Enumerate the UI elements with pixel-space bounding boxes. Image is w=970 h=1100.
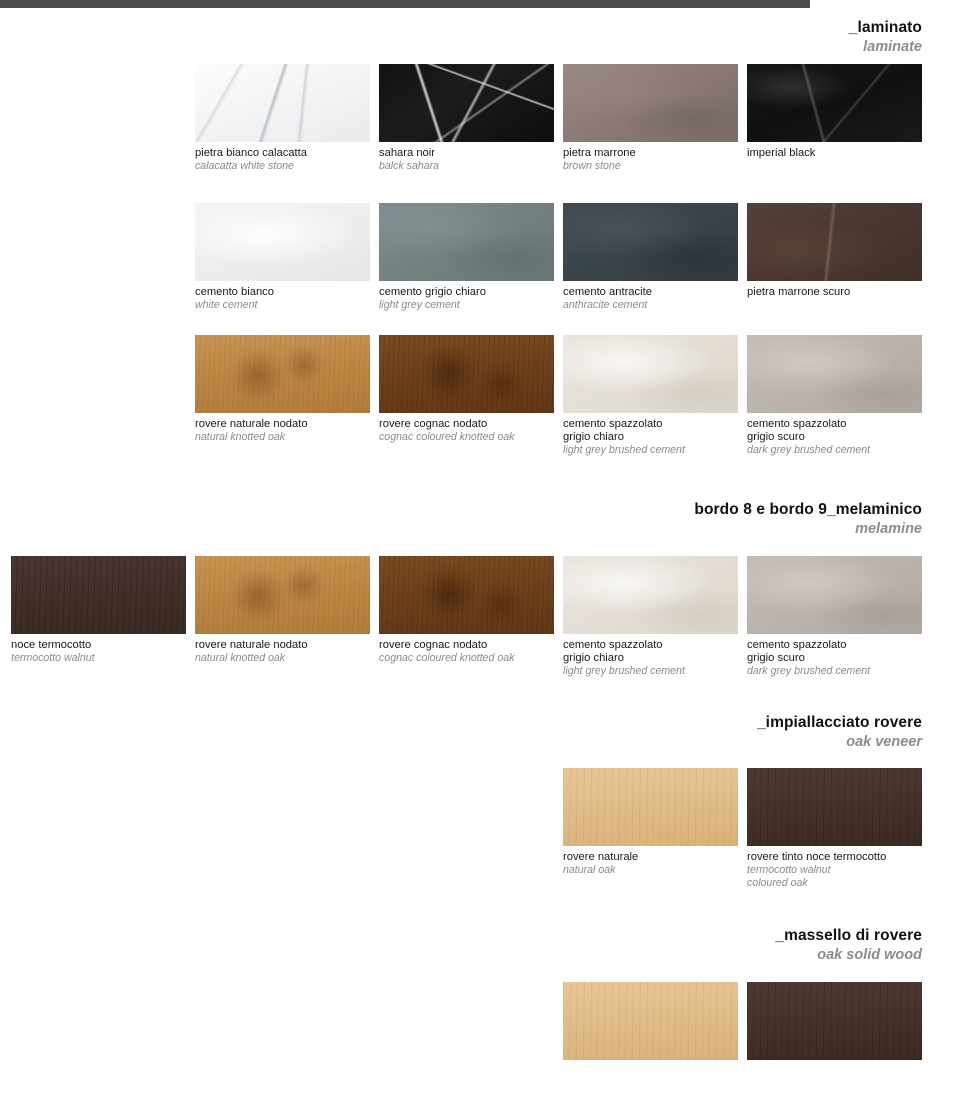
swatch-texture[interactable] [379, 203, 554, 281]
swatch-name-en: cognac coloured knotted oak [379, 431, 515, 444]
material-swatch[interactable] [747, 335, 922, 457]
material-swatch[interactable] [563, 64, 738, 173]
material-swatch[interactable] [563, 982, 738, 1065]
swatch-labels [563, 281, 738, 312]
swatch-name-en: dark grey brushed cement [747, 665, 871, 678]
section-heading [0, 926, 970, 965]
swatch-name-it: cemento spazzolato [563, 418, 663, 430]
swatch-labels [747, 413, 922, 457]
swatch-labels [747, 281, 922, 299]
swatch-row [0, 982, 970, 1100]
material-swatch[interactable] [563, 335, 738, 457]
swatch-name-en: brown stone [563, 160, 621, 173]
swatch-name-en: light grey brushed cement [563, 665, 685, 678]
swatch-name-en: light grey cement [379, 299, 460, 312]
section-heading [0, 713, 970, 752]
section-title: bordo 8 e bordo 9_melaminico [694, 501, 922, 518]
swatch-texture[interactable] [563, 64, 738, 142]
swatch-labels [563, 634, 738, 678]
swatch-labels [379, 413, 554, 444]
swatch-name-en: natural knotted oak [195, 652, 286, 665]
swatch-labels [195, 142, 370, 173]
swatch-labels [195, 413, 370, 444]
material-swatch[interactable] [747, 768, 922, 889]
swatch-row [0, 64, 970, 182]
swatch-name-it-line2: grigio scuro [747, 431, 805, 444]
swatch-labels [747, 846, 922, 889]
swatch-texture[interactable] [195, 203, 370, 281]
swatch-name-it: noce termocotto [11, 639, 92, 651]
swatch-texture[interactable] [563, 335, 738, 413]
swatch-name-it: cemento spazzolato [563, 639, 663, 651]
swatch-labels [563, 1060, 738, 1065]
swatch-name-it: cemento spazzolato [747, 639, 847, 651]
swatch-texture[interactable] [11, 556, 186, 634]
material-swatch[interactable] [563, 203, 738, 312]
swatch-texture[interactable] [195, 556, 370, 634]
swatch-name-it: cemento grigio chiaro [379, 286, 486, 298]
swatch-name-en: dark grey brushed cement [747, 444, 871, 457]
swatch-name-it: pietra marrone scuro [747, 286, 851, 298]
section-subtitle: laminate [863, 39, 922, 56]
swatch-name-en: calacatta white stone [195, 160, 294, 173]
swatch-texture[interactable] [195, 64, 370, 142]
swatch-labels [379, 142, 554, 173]
swatch-labels [563, 846, 738, 877]
material-swatch[interactable] [563, 556, 738, 678]
swatch-texture[interactable] [379, 64, 554, 142]
section-title: _massello di rovere [775, 927, 922, 944]
material-swatch[interactable] [379, 64, 554, 173]
swatch-texture[interactable] [747, 768, 922, 846]
swatch-labels [379, 634, 554, 665]
swatch-texture[interactable] [747, 203, 922, 281]
swatch-labels [11, 634, 186, 665]
material-swatch[interactable] [379, 556, 554, 665]
swatch-name-en: white cement [195, 299, 258, 312]
swatch-row [0, 203, 970, 321]
swatch-name-en: natural knotted oak [195, 431, 286, 444]
swatch-labels [195, 281, 370, 312]
swatch-row [0, 556, 970, 678]
swatch-name-en: termocotto walnut [747, 864, 831, 877]
material-swatch[interactable] [195, 556, 370, 665]
swatch-texture[interactable] [563, 982, 738, 1060]
swatch-name-en: termocotto walnut [11, 652, 95, 665]
swatch-labels [747, 1060, 922, 1065]
material-swatch[interactable] [195, 203, 370, 312]
section-subtitle: oak solid wood [817, 947, 922, 964]
material-swatch[interactable] [379, 335, 554, 444]
swatch-name-en: balck sahara [379, 160, 440, 173]
swatch-name-it: cemento spazzolato [747, 418, 847, 430]
swatch-name-en: cognac coloured knotted oak [379, 652, 515, 665]
section-subtitle: oak veneer [846, 734, 922, 751]
swatch-name-it: sahara noir [379, 147, 435, 159]
swatch-texture[interactable] [747, 64, 922, 142]
swatch-name-it: cemento antracite [563, 286, 652, 298]
swatch-texture[interactable] [747, 982, 922, 1060]
swatch-row [0, 335, 970, 457]
material-swatch[interactable] [747, 64, 922, 160]
swatch-labels [563, 142, 738, 173]
swatch-texture[interactable] [563, 203, 738, 281]
section-title: _laminato [848, 19, 922, 36]
swatch-labels [747, 142, 922, 160]
swatch-name-it: rovere naturale nodato [195, 639, 308, 651]
swatch-name-it-line2: grigio scuro [747, 652, 805, 665]
swatch-name-it: rovere naturale nodato [195, 418, 308, 430]
swatch-labels [563, 413, 738, 457]
section-heading [0, 500, 970, 539]
swatch-name-it: pietra bianco calacatta [195, 147, 307, 159]
swatch-labels [379, 281, 554, 312]
swatch-texture[interactable] [379, 556, 554, 634]
swatch-name-it: rovere cognac nodato [379, 418, 488, 430]
swatch-name-it-line2: grigio chiaro [563, 652, 624, 665]
swatch-name-it-line2: grigio chiaro [563, 431, 624, 444]
material-swatch[interactable] [11, 556, 186, 665]
swatch-name-it: rovere tinto noce termocotto [747, 851, 887, 863]
swatch-name-it: rovere naturale [563, 851, 639, 863]
swatch-labels [747, 634, 922, 678]
section-subtitle: melamine [855, 521, 922, 538]
swatch-name-en: light grey brushed cement [563, 444, 685, 457]
swatch-name-it: pietra marrone [563, 147, 636, 159]
swatch-row [0, 768, 970, 889]
swatch-texture[interactable] [379, 335, 554, 413]
swatch-labels [195, 634, 370, 665]
section-title: _impiallacciato rovere [756, 714, 922, 731]
material-swatch[interactable] [195, 64, 370, 173]
material-swatch[interactable] [195, 335, 370, 444]
swatch-name-it: cemento bianco [195, 286, 274, 298]
swatch-name-en-line2: coloured oak [747, 876, 808, 889]
swatch-name-it: rovere cognac nodato [379, 639, 488, 651]
section-heading [0, 18, 970, 57]
swatch-texture[interactable] [563, 768, 738, 846]
swatch-name-en: anthracite cement [563, 299, 648, 312]
swatch-texture[interactable] [747, 335, 922, 413]
material-swatch[interactable] [379, 203, 554, 312]
swatch-name-en: natural oak [563, 864, 616, 877]
material-swatch[interactable] [747, 203, 922, 299]
swatch-texture[interactable] [195, 335, 370, 413]
swatch-texture[interactable] [747, 556, 922, 634]
swatch-name-it: imperial black [747, 147, 816, 159]
swatch-texture[interactable] [563, 556, 738, 634]
material-swatch[interactable] [747, 982, 922, 1065]
material-swatch[interactable] [563, 768, 738, 877]
material-swatch[interactable] [747, 556, 922, 678]
